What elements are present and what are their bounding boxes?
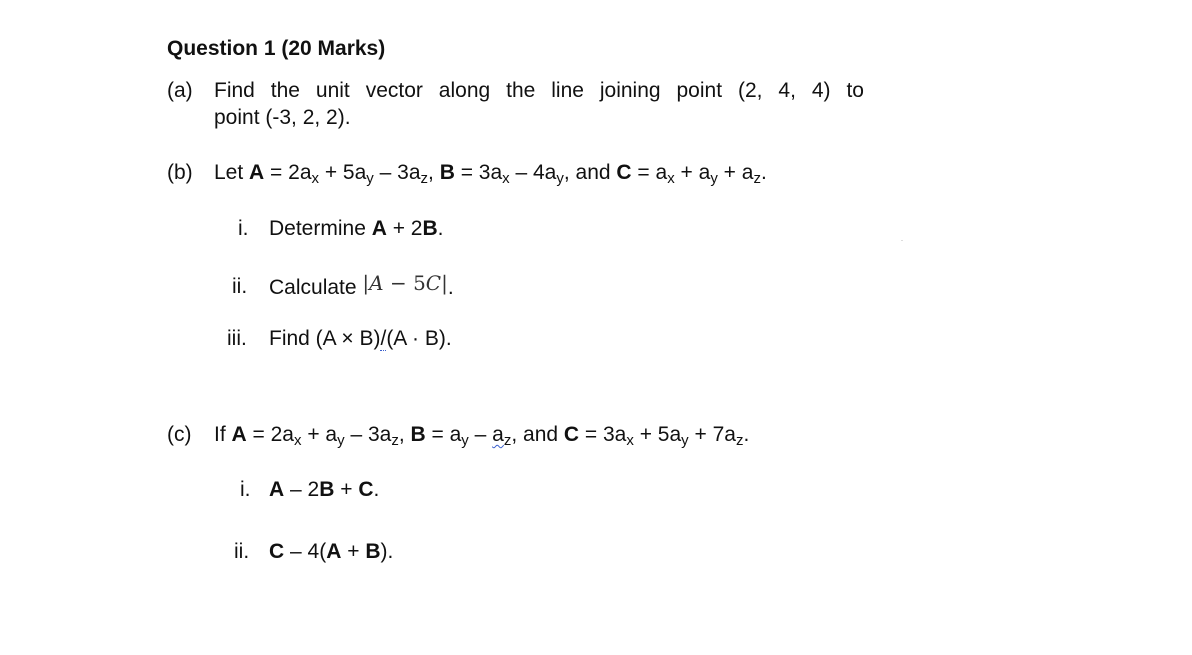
text: . (437, 217, 444, 240)
text: – 4( (284, 540, 327, 563)
vector-c: C (269, 540, 285, 563)
subscript: x (626, 432, 634, 449)
word: the (506, 79, 536, 102)
text: . (447, 276, 454, 299)
text: + 5a (633, 423, 682, 446)
math-a: A (369, 271, 384, 295)
text: + 7a (688, 423, 736, 446)
word: line (551, 79, 584, 102)
subscript: y (681, 432, 689, 449)
word: (2, (737, 79, 763, 102)
text: . (743, 423, 750, 446)
text: + a (717, 161, 754, 184)
text: , (428, 161, 440, 184)
text: , (398, 423, 411, 446)
text: + a (301, 423, 338, 446)
subscript: z (503, 432, 512, 449)
part-b-statement (214, 161, 767, 185)
part-a-line-1 (214, 79, 864, 103)
vector-a: A (269, 478, 285, 501)
subscript: x (502, 170, 510, 187)
text: + 5a (319, 161, 367, 184)
subscript: x (667, 170, 675, 187)
subscript: z (391, 432, 399, 449)
word: along (438, 79, 491, 102)
text: – (468, 423, 493, 446)
subscript: z (735, 432, 744, 449)
vector-c: C (616, 161, 632, 184)
word: the (270, 79, 300, 102)
part-b-item-3 (269, 327, 452, 351)
math-text: − 5 (383, 271, 426, 295)
text: (A · B). (386, 327, 452, 350)
text: – 3a (344, 423, 392, 446)
text: + (334, 478, 359, 501)
subscript: x (293, 432, 302, 449)
word: 4, (778, 79, 796, 102)
part-c-item-1-number: i. (240, 478, 251, 501)
math-bar: | (362, 271, 370, 295)
math-c: C (425, 271, 442, 295)
slash-with-proofing-mark: / (380, 327, 387, 350)
text: = a (425, 423, 462, 446)
text: = 3a (454, 161, 503, 184)
text: Determine (269, 217, 372, 240)
vector-c: C (358, 478, 374, 501)
math-bar: | (441, 271, 448, 295)
vector-c: C (563, 423, 580, 446)
subscript: z (753, 170, 761, 187)
vector-b: B (410, 423, 426, 446)
text: . (760, 161, 767, 184)
word: joining (599, 79, 661, 102)
text: , and (563, 161, 617, 184)
text: Let (214, 161, 250, 184)
text: = (264, 161, 289, 184)
subscript: z (420, 170, 429, 187)
text: If (214, 423, 232, 446)
word: to (846, 79, 864, 102)
text: Calculate (269, 276, 363, 299)
vector-b: B (422, 217, 438, 240)
text: – 4a (509, 161, 557, 184)
math-expression (362, 271, 447, 295)
vector-a: A (326, 540, 342, 563)
text: a (492, 423, 504, 446)
word: Find (214, 79, 255, 102)
text: ). (380, 540, 394, 563)
subscript: x (311, 170, 319, 187)
text: + a (674, 161, 711, 184)
part-b-item-2 (269, 271, 454, 300)
vector-a: A (249, 161, 265, 184)
text: – 2 (284, 478, 320, 501)
part-b-item-2-number: ii. (232, 275, 248, 298)
part-c-item-2-number: ii. (234, 540, 250, 563)
text: . (373, 478, 380, 501)
proofing-underlined-term (492, 423, 512, 449)
vector-b: B (439, 161, 455, 184)
stray-mark (901, 240, 903, 241)
text: + (341, 540, 366, 563)
vector-a: A (231, 423, 247, 446)
text: 2a (288, 161, 312, 184)
vector-b: B (365, 540, 381, 563)
part-b-label: (b) (167, 161, 193, 184)
vector-b: B (319, 478, 335, 501)
text: + 2 (386, 217, 423, 240)
word: 4) (811, 79, 831, 102)
subscript: y (710, 170, 718, 187)
part-c-label: (c) (167, 423, 192, 446)
word: point (676, 79, 723, 102)
text: – 3a (373, 161, 421, 184)
word: vector (365, 79, 423, 102)
text: = 3a (579, 423, 627, 446)
question-title: Question 1 (20 Marks) (167, 37, 386, 60)
part-c-item-2 (269, 540, 393, 564)
part-a-line-2: point (-3, 2, 2). (214, 106, 351, 129)
vector-a: A (371, 217, 387, 240)
part-b-item-3-number: iii. (227, 327, 247, 350)
text: , and (511, 423, 564, 446)
part-c-statement (214, 423, 749, 447)
text: = 2a (246, 423, 294, 446)
subscript: y (337, 432, 345, 449)
part-c-item-1 (269, 478, 379, 502)
part-b-item-1 (269, 217, 444, 241)
word: unit (315, 79, 350, 102)
part-a-label: (a) (167, 79, 193, 102)
part-b-item-1-number: i. (238, 217, 249, 240)
subscript: y (556, 170, 564, 187)
subscript: y (461, 432, 469, 449)
text: = a (631, 161, 668, 184)
text: Find (A × B) (269, 327, 381, 350)
subscript: y (366, 170, 374, 187)
